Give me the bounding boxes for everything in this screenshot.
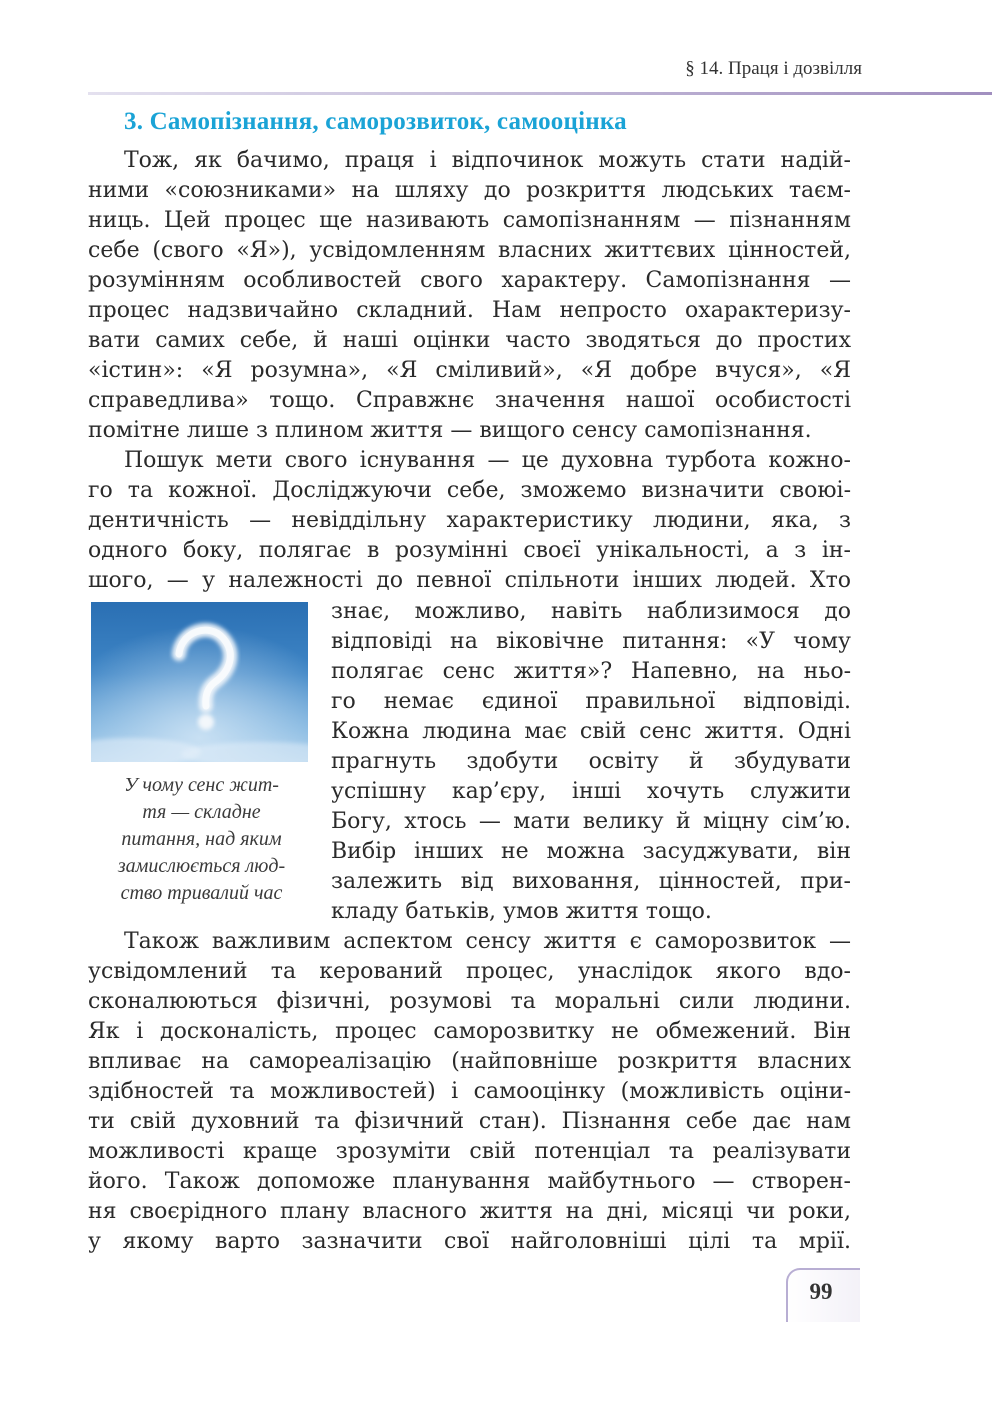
text-line: «істин»: «Я розумна», «Я сміливий», «Я добре вчуся», «Я bbox=[88, 358, 851, 383]
caption-line: ство тривалий час bbox=[120, 882, 283, 904]
text-line: кладу батьків, умов життя тощо. bbox=[331, 899, 712, 924]
text-line: Пошук мети свого існування — це духовна турбота кожно- bbox=[124, 448, 851, 473]
question-mark-cloud-icon bbox=[91, 602, 308, 762]
text-line: ня своєрідного плану власного життя на дні, місяці чи роки, bbox=[88, 1199, 851, 1224]
figure-caption bbox=[84, 772, 319, 907]
text-line: знає, можливо, навіть наблизимося до bbox=[331, 599, 851, 624]
text-line: ти свій духовний та фізичний стан). Пізнання себе дає нам bbox=[88, 1109, 851, 1134]
text-line: Як і досконалість, процес саморозвитку не обмежений. Він bbox=[88, 1019, 851, 1044]
text-line: здібностей та можливостей) і самооцінку (можливість оціни- bbox=[88, 1079, 851, 1104]
text-line: ниць. Цей процес ще називають самопізнанням — пізнанням bbox=[88, 208, 851, 233]
text-line: процес надзвичайно складний. Нам непросто охарактеризу- bbox=[88, 298, 851, 323]
text-line: Також важливим аспектом сенсу життя є саморозвиток — bbox=[124, 929, 851, 954]
text-line: Вибір інших не можна засуджувати, він bbox=[331, 839, 851, 864]
text-line: у якому варто зазначити свої найголовніші цілі та мрії. bbox=[88, 1229, 851, 1254]
text-line: помітне лише з плином життя — вищого сенсу самопізнання. bbox=[88, 418, 812, 443]
text-line: полягає сенс життя»? Напевно, на ньо- bbox=[331, 659, 851, 684]
text-line: справедлива» тощо. Справжнє значення нашої особистості bbox=[88, 388, 851, 413]
text-line: Богу, хтось — мати велику й міцну сім’ю. bbox=[331, 809, 851, 834]
caption-line: замислюється люд- bbox=[117, 855, 286, 877]
text-line: го та кожної. Досліджуючи себе, зможемо визначити своюі- bbox=[88, 478, 851, 503]
text-line: відповіді на віковічне питання: «У чому bbox=[331, 629, 851, 654]
text-line: шого, — у належності до певної спільноти інших людей. Хто bbox=[88, 568, 851, 593]
text-line: впливає на самореалізацію (найповніше розкриття власних bbox=[88, 1049, 851, 1074]
text-line: Кожна людина має свій сенс життя. Одні bbox=[331, 719, 851, 744]
text-line: го немає єдиної правильної відповіді. bbox=[331, 689, 851, 714]
caption-line: питання, над яким bbox=[121, 828, 282, 850]
text-line: Тож, як бачимо, праця і відпочинок можуть стати надій- bbox=[124, 148, 851, 173]
text-line: вати самих себе, й наші оцінки часто зводяться до простих bbox=[88, 328, 851, 353]
text-line: його. Також допоможе планування майбутнього — створен- bbox=[88, 1169, 851, 1194]
text-line: себе (свого «Я»), усвідомленням власних життєвих цінностей, bbox=[88, 238, 851, 263]
question-mark-cloud-image bbox=[91, 602, 308, 762]
text-line: прагнуть здобути освіту й збудувати bbox=[331, 749, 851, 774]
text-line: одного боку, полягає в розумінні своєї унікальності, а з ін- bbox=[88, 538, 851, 563]
caption-line: У чому сенс жит- bbox=[124, 774, 279, 796]
running-head: § 14. Праця і дозвілля bbox=[685, 58, 862, 79]
text-line: дентичність — невіддільну характеристику людини, яка, з bbox=[88, 508, 851, 533]
text-line: успішну кар’єру, інші хочуть служити bbox=[331, 779, 851, 804]
text-line: залежить від виховання, цінностей, при- bbox=[331, 869, 851, 894]
text-line: можливості краще зрозуміти свій потенціал та реалізувати bbox=[88, 1139, 851, 1164]
caption-line: тя — складне bbox=[142, 801, 261, 823]
page-number: 99 bbox=[809, 1279, 833, 1304]
text-line: ними «союзниками» на шляху до розкриття людських таєм- bbox=[88, 178, 851, 203]
text-line: розумінням особливостей свого характеру. Самопізнання — bbox=[88, 268, 851, 293]
header-rule bbox=[88, 92, 992, 95]
section-title: 3. Самопізнання, саморозвиток, самооцінка bbox=[124, 108, 627, 135]
text-line: усвідомлений та керований процес, унаслідок якого вдо- bbox=[88, 959, 851, 984]
text-line: сконалюються фізичні, розумові та моральні сили людини. bbox=[88, 989, 851, 1014]
